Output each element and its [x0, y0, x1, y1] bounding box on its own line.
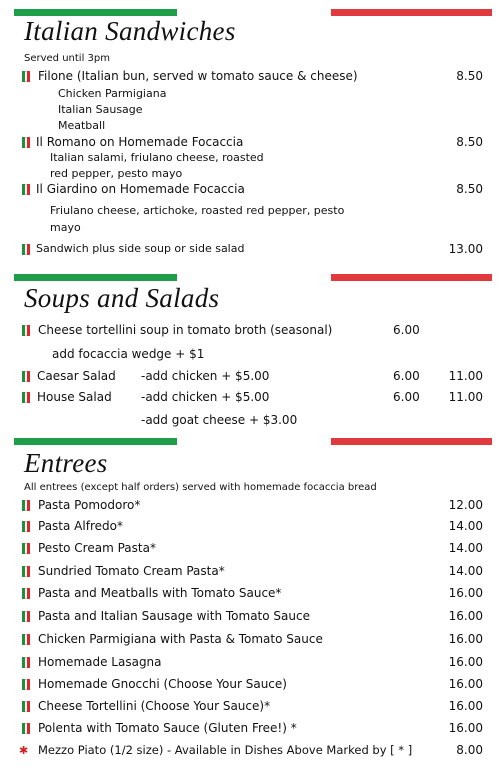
section-title-soups: Soups and Salads	[24, 283, 220, 313]
header-bar-red	[331, 9, 492, 16]
menu-item-name: Il Romano on Homemade Focaccia	[36, 135, 244, 149]
menu-item-price: 14.00	[448, 519, 483, 533]
italian-flag-icon	[22, 371, 30, 382]
italian-flag-icon	[22, 657, 30, 668]
italian-flag-icon	[22, 71, 30, 82]
header-bar-green	[14, 9, 177, 16]
menu-item-name: Chicken Parmigiana with Pasta & Tomato Sauce	[38, 632, 323, 646]
italian-flag-icon	[22, 566, 30, 577]
item-option: Meatball	[58, 119, 106, 132]
italian-flag-icon	[22, 701, 30, 712]
serving-note: Served until 3pm	[24, 53, 110, 64]
item-option: Italian Sausage	[58, 103, 143, 116]
menu-item-name: Cheese Tortellini (Choose Your Sauce)*	[38, 699, 271, 713]
item-addon: -add chicken + $5.00	[141, 369, 270, 383]
header-bar-red	[331, 438, 492, 445]
menu-item-name: Caesar Salad	[37, 369, 116, 383]
header-bar-red	[331, 274, 492, 281]
mezzo-piato-icon: ✱	[19, 744, 29, 757]
menu-item-name: Cheese tortellini soup in tomato broth (seasonal)	[38, 323, 333, 337]
menu-item-price: 16.00	[448, 699, 483, 713]
italian-flag-icon	[22, 679, 30, 690]
menu-item-price: 8.50	[456, 135, 483, 149]
menu-item-name: Pasta Pomodoro*	[38, 498, 141, 512]
italian-flag-icon	[22, 500, 30, 511]
menu-item-name: Pasta and Italian Sausage with Tomato Sauce	[38, 609, 310, 623]
menu-item-name: Mezzo Piato (1/2 size) - Available in Dishes Above Marked by [ * ]	[38, 743, 413, 757]
menu-item-price: 8.50	[456, 69, 483, 83]
italian-flag-icon	[22, 723, 30, 734]
menu-item-name: Sandwich plus side soup or side salad	[36, 242, 245, 255]
italian-flag-icon	[22, 325, 30, 336]
header-bar-green	[14, 274, 177, 281]
entrees-note: All entrees (except half orders) served with homemade focaccia bread	[24, 482, 377, 493]
header-bar-green	[14, 438, 177, 445]
menu-item-price: 16.00	[448, 586, 483, 600]
menu-item-name: Il Giardino on Homemade Focaccia	[36, 182, 245, 196]
menu-item-name: Pasta Alfredo*	[38, 519, 123, 533]
item-description: mayo	[50, 221, 81, 234]
item-option: Chicken Parmigiana	[58, 87, 167, 100]
menu-item-name: Homemade Lasagna	[38, 655, 162, 669]
italian-flag-icon	[22, 521, 30, 532]
menu-item-price-large: 11.00	[448, 369, 483, 383]
item-addon: -add goat cheese + $3.00	[141, 413, 298, 427]
menu-item-name: Pasta and Meatballs with Tomato Sauce*	[38, 586, 282, 600]
menu-item-price-large: 11.00	[448, 390, 483, 404]
menu-item-name: Sundried Tomato Cream Pasta*	[38, 564, 225, 578]
section-title-entrees: Entrees	[24, 448, 108, 478]
italian-flag-icon	[22, 543, 30, 554]
italian-flag-icon	[22, 611, 30, 622]
menu-item-name: Polenta with Tomato Sauce (Gluten Free!) *	[38, 721, 297, 735]
item-description: red pepper, pesto mayo	[50, 167, 183, 180]
item-addon: add focaccia wedge + $1	[52, 347, 205, 361]
italian-flag-icon	[22, 137, 30, 148]
item-description: Friulano cheese, artichoke, roasted red pepper, pesto	[50, 204, 345, 217]
italian-flag-icon	[22, 244, 30, 255]
italian-flag-icon	[22, 184, 30, 195]
menu-item-name: Filone (Italian bun, served w tomato sauce & cheese)	[38, 69, 358, 83]
section-title-sandwiches: Italian Sandwiches	[24, 16, 236, 46]
menu-item-price: 8.00	[456, 743, 483, 757]
menu-item-price: 16.00	[448, 632, 483, 646]
italian-flag-icon	[22, 588, 30, 599]
menu-item-price: 16.00	[448, 655, 483, 669]
item-description: Italian salami, friulano cheese, roasted	[50, 151, 264, 164]
italian-flag-icon	[22, 634, 30, 645]
italian-flag-icon	[22, 392, 30, 403]
menu-item-name: House Salad	[37, 390, 112, 404]
menu-item-price: 16.00	[448, 677, 483, 691]
menu-item-name: Homemade Gnocchi (Choose Your Sauce)	[38, 677, 287, 691]
menu-item-price: 8.50	[456, 182, 483, 196]
menu-item-name: Pesto Cream Pasta*	[38, 541, 156, 555]
menu-item-price-small: 6.00	[393, 323, 420, 337]
menu-item-price: 12.00	[448, 498, 483, 512]
menu-item-price: 16.00	[448, 609, 483, 623]
menu-item-price-small: 6.00	[393, 390, 420, 404]
menu-item-price: 14.00	[448, 564, 483, 578]
item-addon: -add chicken + $5.00	[141, 390, 270, 404]
menu-item-price: 13.00	[448, 242, 483, 256]
menu-item-price-small: 6.00	[393, 369, 420, 383]
menu-item-price: 16.00	[448, 721, 483, 735]
menu-item-price: 14.00	[448, 541, 483, 555]
